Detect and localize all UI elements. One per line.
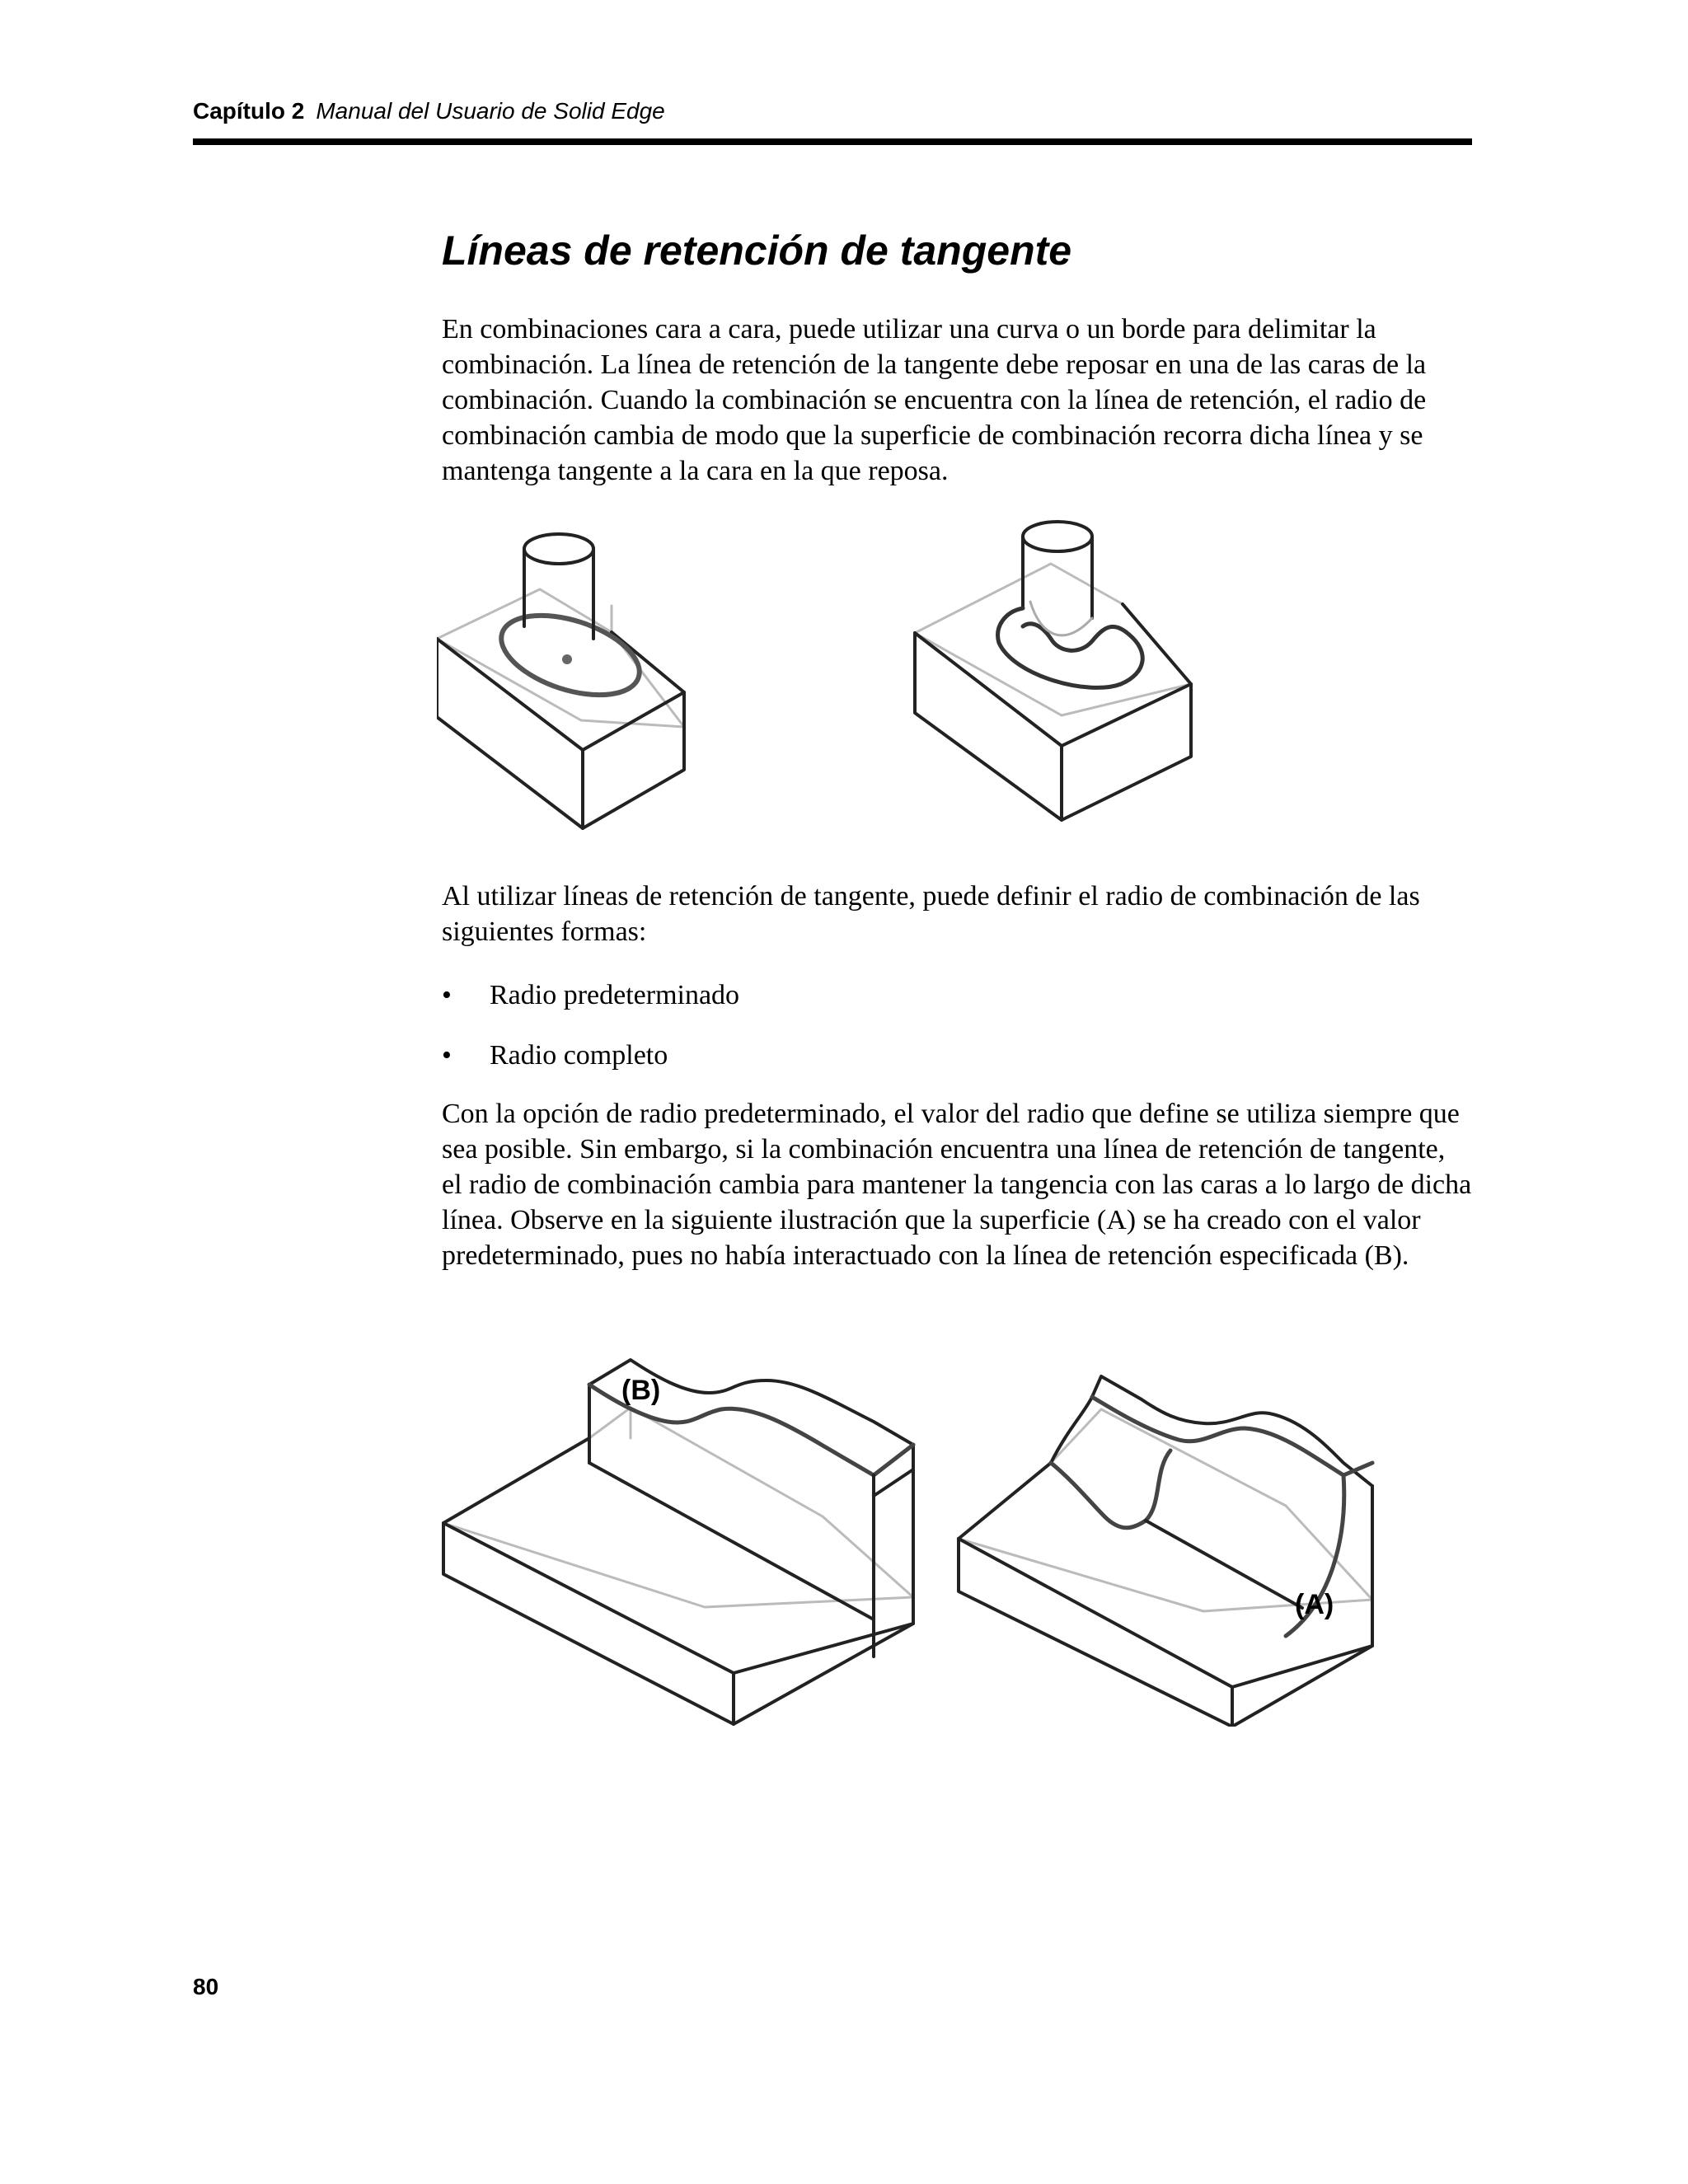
forms-intro-paragraph: Al utilizar líneas de retención de tangente, puede definir el radio de combinación de las siguientes formas: (442, 881, 1420, 947)
bullet-marker: • (442, 1040, 452, 1071)
bullet-marker: • (442, 980, 452, 1010)
intro-paragraph: En combinaciones cara a cara, puede utilizar una curva o un borde para delimitar la combinación. La línea de retención de la tangente debe reposar en una de las caras de la combinación. Cuando la combinación se encuentra con la línea de retención, el radio de combinación cambia de modo que la superficie de combinación recorra dicha línea y se mantenga tangente a la cara en la que reposa. (442, 314, 1427, 486)
running-header (193, 97, 1472, 125)
label-a: (A) (1295, 1589, 1334, 1620)
figure-l-blocks (437, 1331, 1426, 1727)
page-number: 80 (193, 1974, 219, 1999)
chapter-label: Capítulo 2 (193, 98, 305, 124)
block-with-cylinder-left (437, 534, 684, 828)
list-item-text: Radio completo (490, 1040, 668, 1071)
manual-title: Manual del Usuario de Solid Edge (316, 98, 665, 124)
header-rule (193, 138, 1472, 145)
figure-cylinder-blocks (437, 511, 1343, 857)
list-item (442, 977, 739, 1013)
label-b: (B) (621, 1375, 661, 1406)
list-item-text: Radio predeterminado (490, 980, 740, 1010)
list-item (442, 1038, 739, 1073)
l-block-right (959, 1376, 1372, 1727)
section-title: Líneas de retención de tangente (442, 227, 1072, 274)
l-block-left (443, 1360, 913, 1724)
radius-options-list (442, 977, 739, 1098)
explanation-paragraph: Con la opción de radio predeterminado, el valor del radio que define se utiliza siempre que sea posible. Sin embargo, si la combinación encuentra una línea de retención de tangente, el radio de combinación cambia para mantener la tangencia con las caras a lo largo de dicha línea. Observe en la siguiente ilustración que la superficie (A) se ha creado con el valor predeterminado, pues no había interactuado con la línea de retención especificada (B). (442, 1099, 1472, 1271)
block-with-blended-cylinder-right (915, 522, 1191, 820)
